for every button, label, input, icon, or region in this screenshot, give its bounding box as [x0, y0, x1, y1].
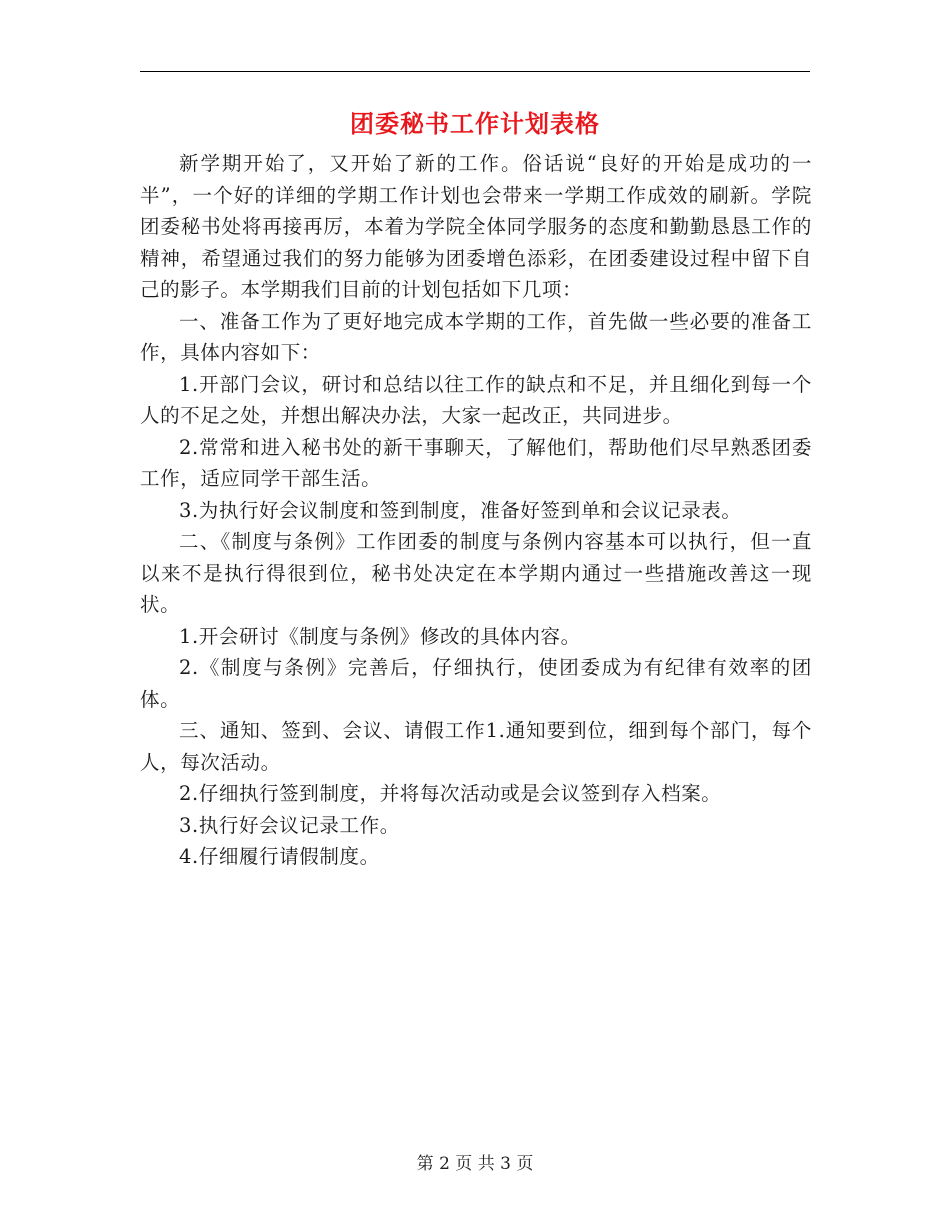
paragraph-item-3-2: 2.仔细执行签到制度，并将每次活动或是会议签到存入档案。	[179, 782, 722, 805]
paragraph-item-3-3: 3.执行好会议记录工作。	[179, 813, 400, 837]
paragraph-item-2-1: 1.开会研讨《制度与条例》修改的具体内容。	[179, 624, 581, 648]
paragraph-intro: 新学期开始了，又开始了新的工作。俗话说“良好的开始是成功的一半”，一个好的详细的学期工作计划也会带来一学期工作成效的刷新。学院团委秘书处将再接再厉，本着为学院全体同学服务的态度和勤勤恳恳工作的精神，希望通过我们的努力能够为团委增色添彩，在团委建设过程中留下自己的影子。本学期我们目前的计划包括如下几项：	[140, 152, 812, 301]
paragraph-item-1-1: 1.开部门会议，研讨和总结以往工作的缺点和不足，并且细化到每一个人的不足之处，并想出解决办法，大家一起改正，共同进步。	[140, 372, 812, 427]
paragraph-item-3-4: 4.仔细履行请假制度。	[179, 845, 380, 868]
paragraph-item-1-2: 2.常常和进入秘书处的新干事聊天，了解他们，帮助他们尽早熟悉团委工作，适应同学干部生活。	[140, 435, 812, 490]
paragraph-section-2: 二、《制度与条例》工作团委的制度与条例内容基本可以执行，但一直以来不是执行得很到位，秘书处决定在本学期内通过一些措施改善这一现状。	[140, 530, 812, 616]
paragraph-section-3: 三、通知、签到、会议、请假工作1.通知要到位，细到每个部门，每个人，每次活动。	[140, 719, 812, 774]
header-rule	[140, 71, 810, 72]
document-title: 团委秘书工作计划表格	[350, 109, 600, 138]
paragraph-item-1-3: 3.为执行好会议制度和签到制度，准备好签到单和会议记录表。	[179, 498, 742, 522]
paragraph-item-2-2: 2.《制度与条例》完善后，仔细执行，使团委成为有纪律有效率的团体。	[140, 656, 812, 711]
document-body	[140, 148, 812, 873]
page-number-footer: 第 2 页 共 3 页	[416, 1154, 534, 1174]
paragraph-section-1: 一、准备工作为了更好地完成本学期的工作，首先做一些必要的准备工作，具体内容如下：	[140, 309, 812, 364]
